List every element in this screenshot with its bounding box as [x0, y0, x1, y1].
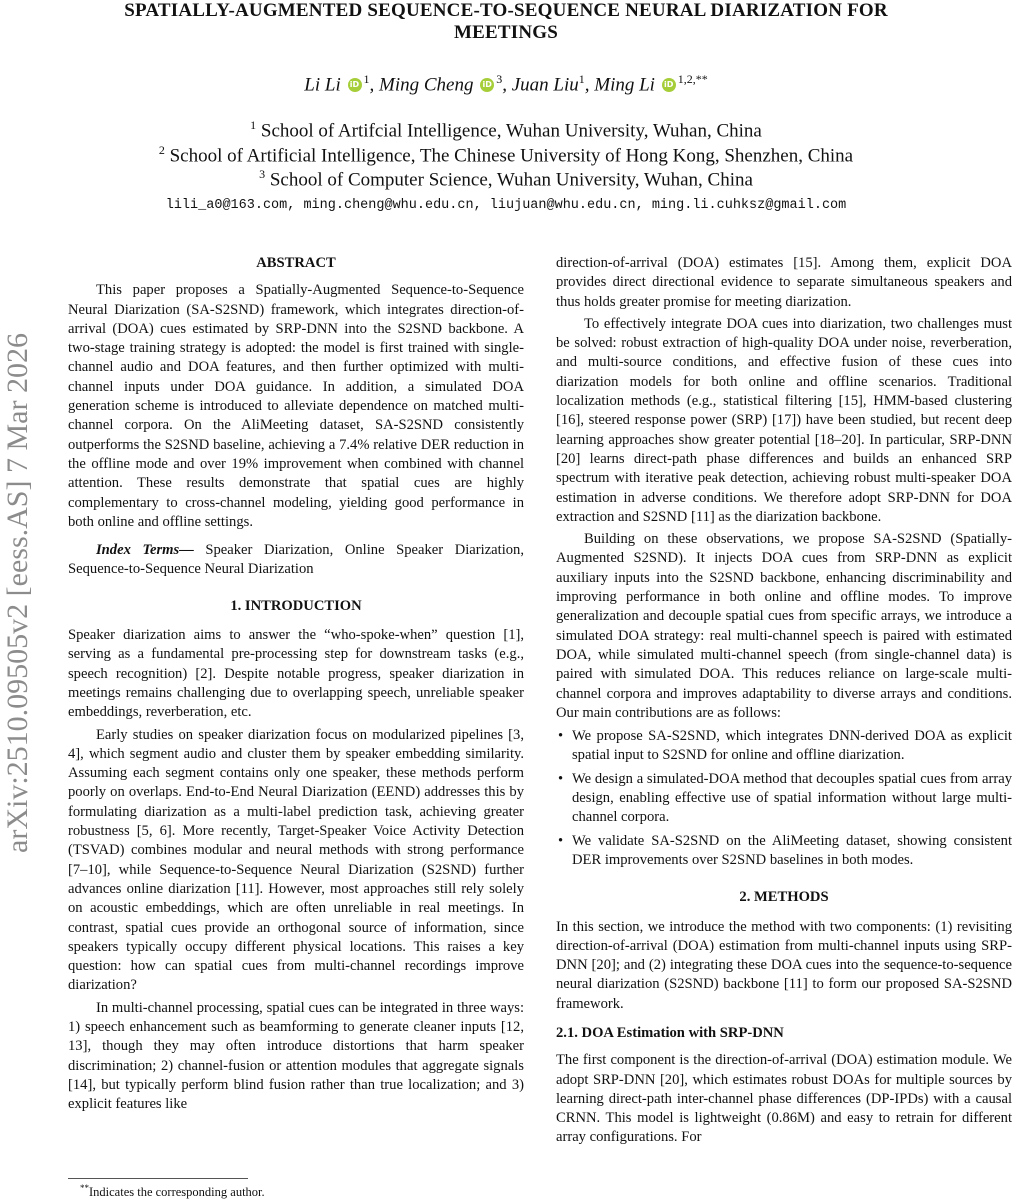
- introduction-heading: 1. INTRODUCTION: [230, 597, 362, 614]
- intro-paragraph: To effectively integrate DOA cues into diarization, two challenges must be solved: robust extraction of high-quality DOA under noise, reverberation, and multi-source conditions, and effective fusion of these cues into diarization models for both online and offline scenarios. Traditional localization methods (e.g., statistical filtering [15], HMM-based clustering [16], steered response power (SRP) [17]) have been studied, but recent deep learning approaches show greater potential [18–20]. In particular, SRP-DNN [20] learns direct-path phase differences and builds an enhanced SRP spectrum with iterative peak detection, achieving robust multi-speaker DOA estimation in adverse conditions. We therefore adopt SRP-DNN for DOA extraction and S2SND [11] as the diarization backbone.: [556, 315, 1012, 525]
- author-list: Li Li iD $^1$, Ming Cheng iD $^3$, Juan Liu$^1$, Ming Li iD $^{1,2,**}$: [304, 72, 708, 96]
- affiliation-2: $^2$ School of Artificial Intelligence, The Chinese University of Hong Kong, Shenzhen, China: [158, 143, 854, 167]
- author-affil-sup: 1: [363, 72, 370, 86]
- title-line-2: MEETINGS: [453, 22, 558, 43]
- orcid-icon[interactable]: iD: [662, 78, 676, 92]
- section-subheading: 2.1. DOA Estimation with SRP-DNN: [556, 1024, 784, 1041]
- intro-paragraph: Early studies on speaker diarization focus on modularized pipelines [3, 4], which segment audio and cluster them by speaker embedding similarity. Assuming each segment contains only one speaker, these methods perform poorly on overlaps. End-to-End Neural Diarization (EEND) addresses this by formulating diarization as a multi-label prediction task, achieving greater robustness [5, 6]. More recently, Target-Speaker Voice Activity Detection (TSVAD) combines modular and neural methods with strong performance [7–10], while Sequence-to-Sequence Neural Diarization (S2SND) further advances online diarization [11]. However, most approaches still rely solely on acoustic embeddings, which are often unreliable in real meetings. In contrast, spatial cues provide an orthogonal source of information, since speakers typically occupy different physical locations. This raises a key question: how can spatial cues from multi-channel recordings improve diarization?: [68, 726, 524, 994]
- author-affil-sup: 3: [496, 72, 503, 86]
- intro-paragraph: Speaker diarization aims to answer the “who-spoke-when” question [1], serving as a fundamental pre-processing step for downstream tasks (e.g., speech recognition) [2]. Despite notable progress, speaker diarization in meetings remains challenging due to overlapping speech, unreliable speaker embeddings, reverberation, etc.: [68, 627, 524, 721]
- contribution-list: [556, 727, 1012, 870]
- abstract-heading: ABSTRACT: [256, 255, 336, 271]
- arxiv-stamp: arXiv:2510.09505v2 [eess.AS] 7 Mar 2026: [1, 333, 34, 853]
- author-name: Ming Cheng: [379, 74, 474, 96]
- paper-title: [40, 0, 972, 44]
- author-name: Juan Liu: [511, 74, 579, 96]
- left-column: [68, 250, 524, 1114]
- list-item: • We design a simulated-DOA method that decouples spatial cues from array design, enabling effective use of spatial information without large multi-channel corpora.: [572, 770, 1012, 828]
- intro-paragraph: In multi-channel processing, spatial cues can be integrated in three ways: 1) speech enhancement such as beamforming to generate cleaner inputs [12, 13], though they may often introduce distortions that harm speaker discrimination; 2) channel-fusion or attention modules that aggregate signals [14], but typically perform blind fusion rather than true localization; and 3) explicit features like: [68, 999, 524, 1113]
- title-line-1: SPATIALLY-AUGMENTED SEQUENCE-TO-SEQUENCE NEURAL DIARIZATION FOR: [124, 0, 888, 21]
- abstract-text: This paper proposes a Spatially-Augmented Sequence-to-Sequence Neural Diarization (SA-S2SND) framework, which integrates direction-of-arrival (DOA) cues estimated by SRP-DNN into the S2SND backbone. A two-stage training strategy is adopted: the model is first trained with single-channel audio and DOA features, and then further optimized with multi-channel inputs under DOA guidance. In addition, a simulated DOA generation scheme is introduced to alleviate dependence on matched multi-channel corpora. On the AliMeeting dataset, SA-S2SND consistently outperforms the S2SND baseline, achieving a 7.4% relative DER reduction in the offline mode and over 19% improvement when combined with channel attention. These results demonstrate that spatial cues are highly complementary to cross-channel modeling, yielding good performance in both online and offline settings.: [68, 282, 524, 530]
- author-affil-sup: 1,2,**: [677, 72, 708, 86]
- methods-paragraph: The first component is the direction-of-arrival (DOA) estimation module. We adopt SRP-DNN [20], which estimates robust DOAs for multiple sources by learning direct-path inter-channel phase differences (DP-IPDs) with a causal CRNN. This model is lightweight (0.86M) and easy to retrain for different array configurations. For: [556, 1052, 1012, 1146]
- email-list: lili_a0@163.com, ming.cheng@whu.edu.cn, liujuan@whu.edu.cn, ming.li.cuhksz@gmail.com: [165, 198, 847, 213]
- right-column: [556, 254, 1012, 1148]
- methods-heading: 2. METHODS: [739, 889, 829, 906]
- footnote: **Indicates the corresponding author.: [80, 1183, 265, 1200]
- index-terms: Index Terms— Speaker Diarization, Online Speaker Diarization, Sequence-to-Sequence Neural Diarization: [68, 542, 524, 578]
- affiliation-3: $^3$ School of Computer Science, Wuhan University, Wuhan, China: [259, 167, 753, 191]
- author-affil-sup: 1: [578, 72, 585, 86]
- intro-paragraph: Building on these observations, we propose SA-S2SND (Spatially-Augmented S2SND). It injects DOA cues from SRP-DNN as explicit auxiliary inputs into the S2SND backbone, enhancing discriminability and improving performance in both online and offline modes. To improve generalization and decouple spatial cues from specific arrays, we introduce a simulated DOA strategy: real multi-channel speech is paired with estimated DOA, while simulated multi-channel speech (from single-channel data) is paired with simulated DOA. This reduces reliance on large-scale multi-channel corpora and improves adaptability to diverse arrays and conditions. Our main contributions are as follows:: [556, 531, 1012, 721]
- list-item: • We propose SA-S2SND, which integrates DNN-derived DOA as explicit spatial input to S2SND for online and offline diarization.: [572, 727, 1012, 766]
- affiliation-1: $^1$ School of Artifcial Intelligence, Wuhan University, Wuhan, China: [250, 118, 762, 142]
- list-item: • We validate SA-S2SND on the AliMeeting dataset, showing consistent DER improvements over S2SND baselines in both modes.: [572, 832, 1012, 871]
- intro-paragraph: direction-of-arrival (DOA) estimates [15]. Among them, explicit DOA provides direct directional evidence to separate simultaneous speakers and thus holds greater promise for meeting diarization.: [556, 255, 1012, 310]
- methods-paragraph: In this section, we introduce the method with two components: (1) revisiting direction-of-arrival (DOA) estimation from multi-channel inputs using SRP-DNN [20]; and (2) integrating these DOA cues into the sequence-to-sequence neural diarization (S2SND) backbone [11] to form our proposed SA-S2SND framework.: [556, 918, 1012, 1012]
- footnote-rule: [68, 1178, 248, 1179]
- author-name: Ming Li: [594, 74, 655, 96]
- orcid-icon[interactable]: iD: [348, 78, 362, 92]
- author-name: Li Li: [304, 74, 341, 96]
- orcid-icon[interactable]: iD: [480, 78, 494, 92]
